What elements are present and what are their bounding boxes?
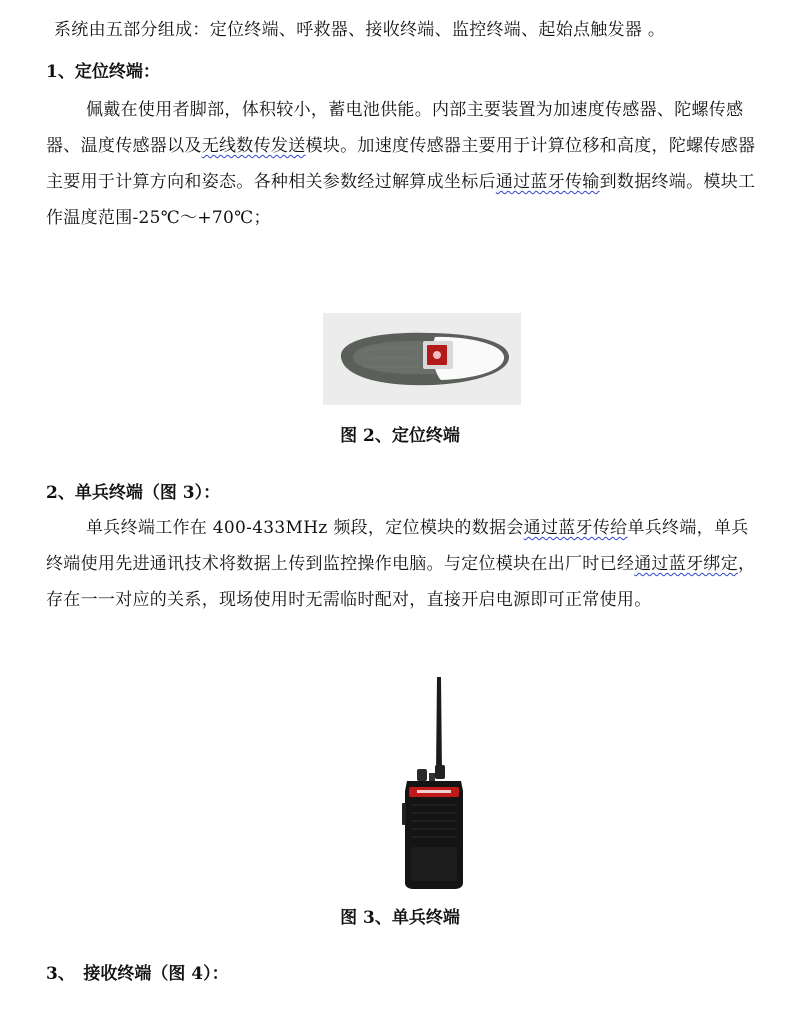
figure3-caption: 图 3、单兵终端 bbox=[340, 908, 460, 928]
section1-heading: 1、定位终端： bbox=[46, 62, 160, 82]
intro-paragraph bbox=[46, 12, 758, 48]
text-run: 单兵终端工作在 400-433MHz 频段，定位模块的数据会 bbox=[86, 518, 524, 538]
insole-image bbox=[323, 313, 521, 405]
insole-illustration bbox=[323, 313, 521, 405]
text-run: 单兵终端，单兵终端使用先进通讯技术将数据上传到监控操作电脑。与定位模块在出厂时已经 bbox=[46, 518, 749, 574]
text-run: 到数据终端。模块工作温度范围-25℃～+70℃； bbox=[46, 172, 756, 228]
spellcheck-underlined-text: 无线数传发送 bbox=[201, 136, 306, 156]
section3-heading: 3、 接收终端（图 4）： bbox=[46, 964, 229, 984]
text-run: ，存在一一对应的关系，现场使用时无需临时配对，直接开启电源即可正常使用。 bbox=[46, 554, 756, 610]
figure2-caption: 图 2、定位终端 bbox=[340, 426, 460, 446]
spellcheck-underlined-text: 通过蓝牙绑定 bbox=[634, 554, 739, 574]
intro-text: 系统由五部分组成：定位终端、呼救器、接收终端、监控终端、起始点触发器 。 bbox=[54, 20, 666, 40]
text-run: 模块。加速度传感器主要用于计算位移和高度，陀螺传感器主要用于计算方向和姿态。各种相关参数经过解算成坐标后 bbox=[46, 136, 756, 192]
section1-paragraph bbox=[46, 92, 758, 236]
text-run: 佩戴在使用者脚部，体积较小，蓄电池供能。内部主要装置为加速度传感器、陀螺传感器、温度传感器以及 bbox=[46, 100, 744, 156]
spellcheck-underlined-text: 通过蓝牙传给 bbox=[523, 518, 628, 538]
radio-terminal-image bbox=[395, 673, 471, 893]
section2-paragraph bbox=[46, 510, 758, 618]
section2-heading: 2、单兵终端（图 3）： bbox=[46, 483, 221, 503]
spellcheck-underlined-text: 通过蓝牙传输 bbox=[495, 172, 600, 192]
walkie-talkie-illustration bbox=[395, 673, 471, 893]
